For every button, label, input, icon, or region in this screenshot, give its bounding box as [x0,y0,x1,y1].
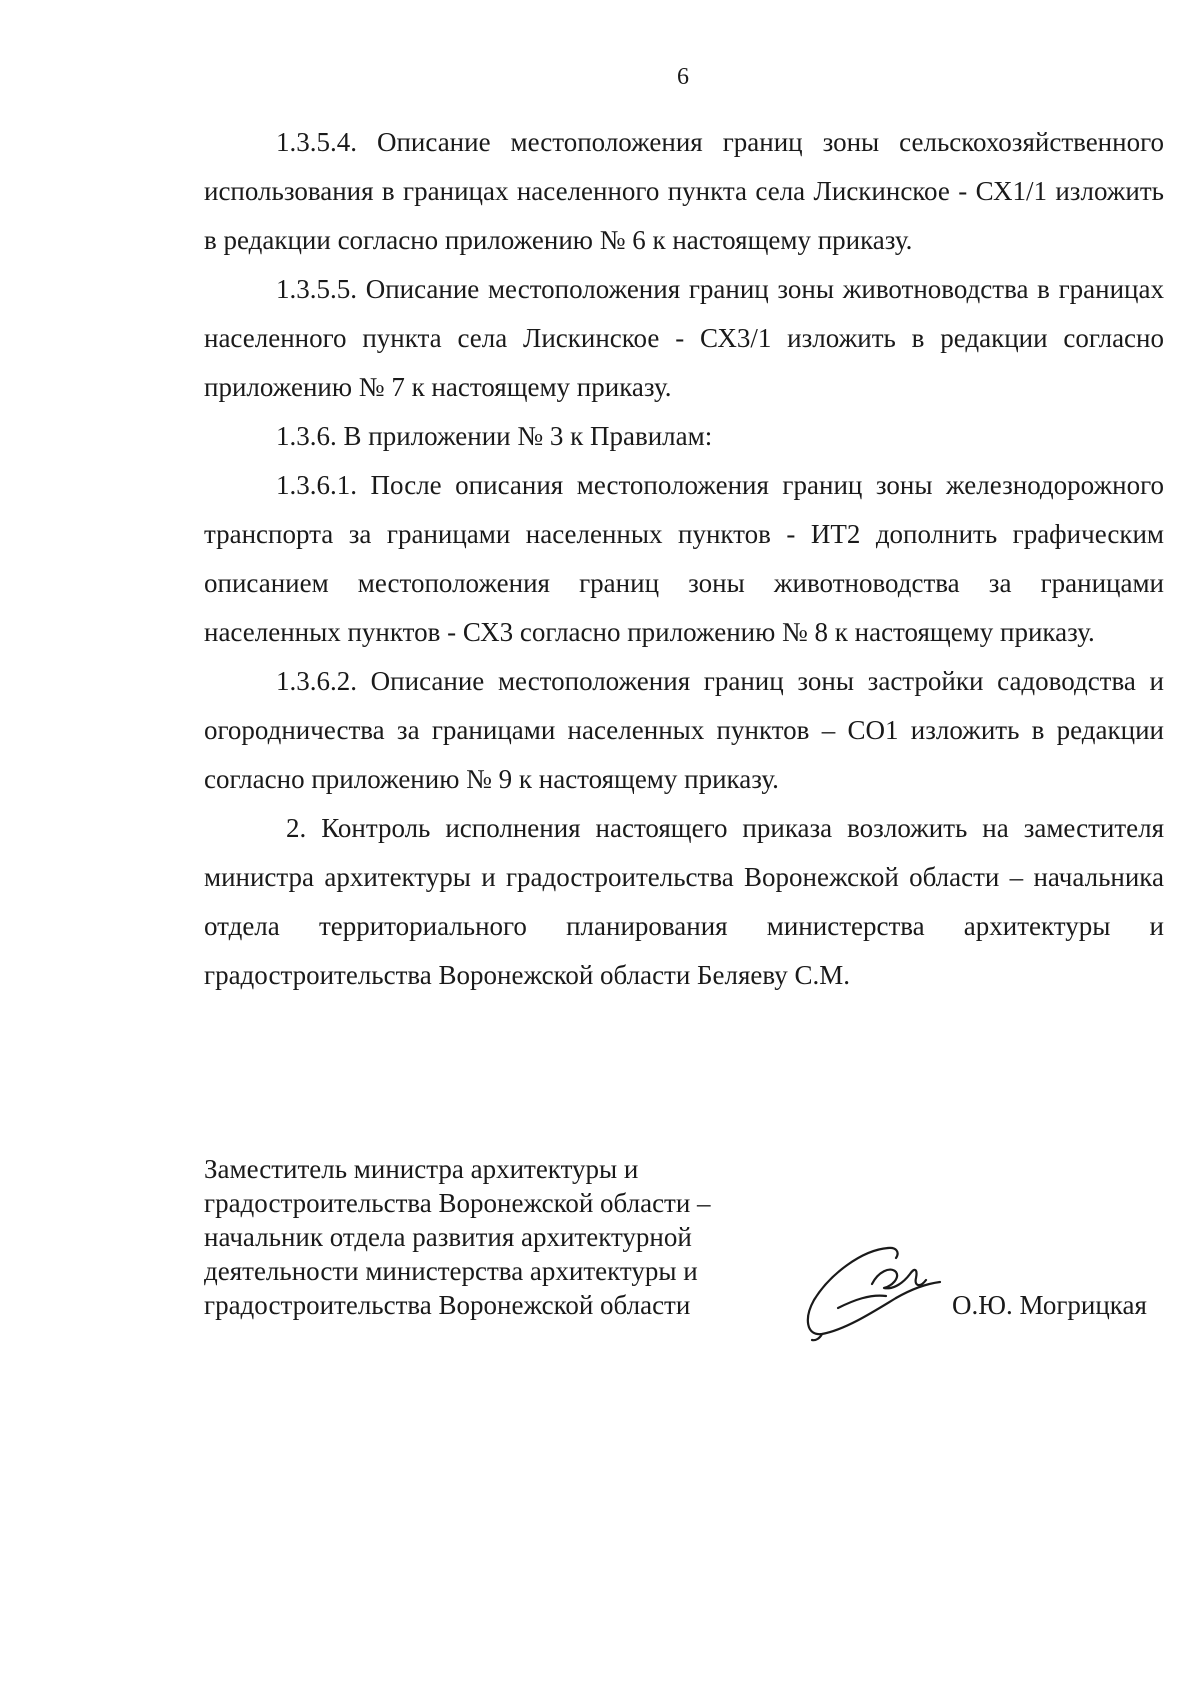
paragraph-1-3-5-5: 1.3.5.5. Описание местоположения границ зоны животноводства в границах населенного пункта села Лискинское - СХ3/1 изложить в редакции согласно приложению № 7 к настоящему приказу. [204,274,1164,402]
signer-name: О.Ю. Могрицкая [952,1290,1147,1320]
signer-title-line: Заместитель министра архитектуры и [204,1154,639,1184]
signer-title [204,1152,764,1322]
handwritten-signature [800,1238,950,1343]
paragraph-1-3-6-2: 1.3.6.2. Описание местоположения границ зоны застройки садоводства и огородничества за границами населенных пунктов – СО1 изложить в редакции согласно приложению № 9 к настоящему приказу. [204,666,1164,794]
paragraph-1-3-6-1: 1.3.6.1. После описания местоположения границ зоны железнодорожного транспорта за границами населенных пунктов - ИТ2 дополнить графическим описанием местоположения границ зоны животноводства за границами населенных пунктов - СХ3 согласно приложению № 8 к настоящему приказу. [204,470,1164,647]
signer-title-line: градостроительства Воронежской области [204,1290,691,1320]
document-body [204,118,1164,1000]
signer-title-line: градостроительства Воронежской области – [204,1188,711,1218]
page-number: 6 [677,64,689,90]
paragraph-1-3-6: 1.3.6. В приложении № 3 к Правилам: [276,421,713,451]
paragraph-1-3-5-4: 1.3.5.4. Описание местоположения границ зоны сельскохозяйственного использования в границах населенного пункта села Лискинское - СХ1/1 изложить в редакции согласно приложению № 6 к настоящему приказу. [204,127,1164,255]
signature-block [204,1152,1164,1352]
paragraph-2-control: 2. Контроль исполнения настоящего приказа возложить на заместителя министра архитектуры и градостроительства Воронежской области – начальника отдела территориального планирования министерства архитектуры и градостроительства Воронежской области Беляеву С.М. [204,813,1164,990]
signer-title-line: деятельности министерства архитектуры и [204,1256,698,1286]
signer-title-line: начальник отдела развития архитектурной [204,1222,692,1252]
